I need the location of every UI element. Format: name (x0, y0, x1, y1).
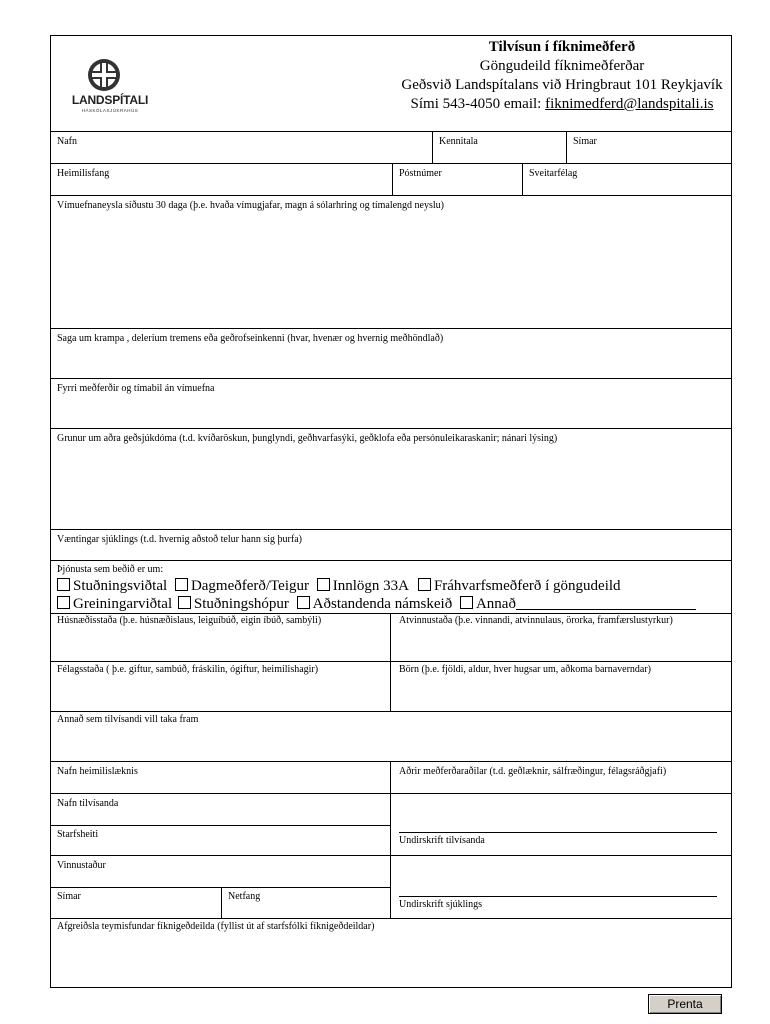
form-header (51, 36, 731, 132)
row-doctor (51, 762, 731, 794)
checkbox[interactable] (317, 578, 330, 591)
referrer-signature-field[interactable]: Undirskrift tilvísanda (390, 794, 731, 855)
children-field[interactable]: Börn (þ.e. fjöldi, aldur, hver hugsar um, aðkoma barnaverndar) (390, 662, 731, 711)
logo-subtitle: HÁSKÓLASJÚKRAHÚS (81, 108, 139, 113)
address-field[interactable]: Heimilisfang (57, 168, 110, 179)
email-link[interactable]: fiknimedferd@landspitali.is (545, 96, 714, 112)
checkbox[interactable] (178, 596, 191, 609)
job-title-field[interactable]: Starfsheiti (57, 829, 99, 840)
patient-signature-field[interactable]: Undirskrift sjúklings (390, 856, 731, 918)
services-label: Þjónusta sem beðið er um: (57, 564, 164, 575)
service-option[interactable]: Greiningarviðtal (57, 596, 172, 612)
address-line: Geðsvið Landspítalans við Hringbraut 101 Reykjavík (401, 77, 723, 93)
seizure-history-field[interactable]: Saga um krampa , delerium tremens eða geðrofseinkenni (hvar, hvenær og hvernig meðhöndlað) (51, 329, 731, 379)
kennitala-field[interactable]: Kennitala (432, 132, 566, 163)
previous-treatment-field[interactable]: Fyrri meðferðir og tímabil án vímuefna (51, 379, 731, 429)
name-field[interactable]: Nafn (57, 136, 77, 147)
employment-field[interactable]: Atvinnustaða (þ.e. vinnandi, atvinnulaus, örorka, framfærslustyrkur) (390, 614, 731, 661)
contact-line: Sími 543-4050 email: fiknimedferd@landspitali.is (410, 96, 714, 112)
checkbox[interactable] (460, 596, 473, 609)
service-option[interactable]: Annað (460, 596, 696, 612)
logo-text: LANDSPÍTALI (71, 93, 149, 107)
referrer-phone-field[interactable]: Símar (57, 891, 81, 902)
services-section (51, 561, 731, 613)
signature-line (399, 896, 717, 897)
team-decision-field[interactable]: Afgreiðsla teymisfundar fíknigeðdeilda (fyllist út af starfsfólki fíknigeðdeildar) (57, 921, 375, 932)
checkbox[interactable] (297, 596, 310, 609)
service-option[interactable]: Innlögn 33A (317, 578, 408, 594)
row-name (51, 132, 731, 164)
gp-name-field[interactable]: Nafn heimilislæknis (57, 766, 138, 777)
form-title: Tilvísun í fíknimeðferð (488, 39, 636, 55)
services-row-2 (57, 596, 696, 613)
social-status-field[interactable]: Félagsstaða ( þ.e. giftur, sambúð, fráskilin, ógiftur, heimilishagir) (57, 664, 319, 675)
row-referrer (51, 794, 731, 856)
housing-field[interactable]: Húsnæðisstaða (þ.e. húsnæðislaus, leiguíbúð, eigin íbúð, sambýli) (57, 615, 322, 626)
row-housing (51, 613, 731, 662)
row-workplace (51, 856, 731, 919)
row-social (51, 662, 731, 712)
checkbox[interactable] (57, 596, 70, 609)
referrer-name-field[interactable]: Nafn tilvísanda (51, 794, 390, 826)
checkbox[interactable] (175, 578, 188, 591)
service-option[interactable]: Fráhvarfsmeðferð í göngudeild (418, 578, 621, 594)
department-name: Göngudeild fíknimeðferðar (479, 58, 645, 74)
expectations-field[interactable]: Væntingar sjúklings (t.d. hvernig aðstoð telur hann sig þurfa) (51, 530, 731, 561)
signature-line (399, 832, 717, 833)
workplace-field[interactable]: Vinnustaður (51, 856, 390, 888)
other-line[interactable] (516, 597, 696, 610)
checkbox[interactable] (57, 578, 70, 591)
substance-use-field[interactable]: Vímuefnaneysla síðustu 30 daga (þ.e. hvaða vímugjafar, magn á sólarhring og tímalengd neyslu) (51, 196, 731, 329)
print-button[interactable]: Prenta (648, 994, 722, 1014)
services-row-1 (57, 578, 621, 595)
service-option[interactable]: Stuðningsviðtal (57, 578, 167, 594)
landspitali-logo (65, 58, 155, 128)
psychiatric-suspicion-field[interactable]: Grunur um aðra geðsjúkdóma (t.d. kvíðaröskun, þunglyndi, geðhvarfasýki, geðklofa eða persónuleikaraskanir; nánari lýsing) (51, 429, 731, 530)
phone-field[interactable]: Símar (566, 132, 731, 163)
email-field[interactable]: Netfang (221, 887, 390, 919)
row-address (51, 164, 731, 196)
service-option[interactable]: Stuðningshópur (178, 596, 289, 612)
postcode-field[interactable]: Póstnúmer (392, 164, 522, 195)
logo-cross-icon (87, 58, 121, 92)
checkbox[interactable] (418, 578, 431, 591)
other-providers-field[interactable]: Aðrir meðferðaraðilar (t.d. geðlæknir, sálfræðingur, félagsráðgjafi) (390, 762, 731, 793)
service-option[interactable]: Aðstandenda námskeið (297, 596, 453, 612)
header-text (391, 38, 733, 114)
municipality-field[interactable]: Sveitarfélag (522, 164, 731, 195)
service-option[interactable]: Dagmeðferð/Teigur (175, 578, 309, 594)
referral-form (50, 35, 732, 988)
other-info-field[interactable]: Annað sem tilvísandi vill taka fram (51, 712, 731, 762)
